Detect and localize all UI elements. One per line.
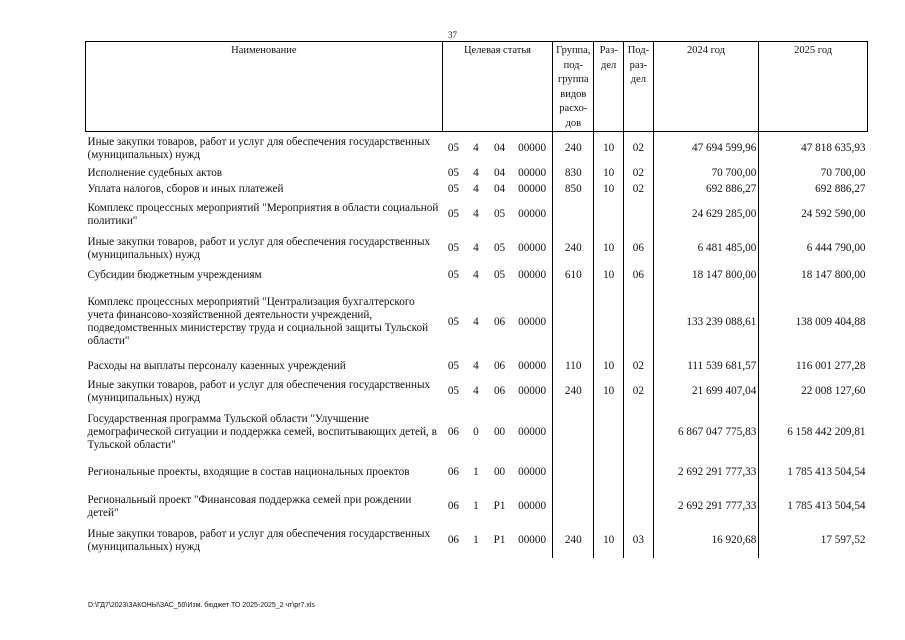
row-expense-group: 850	[553, 182, 594, 198]
row-target-direction: 00000	[518, 385, 547, 397]
row-amount-2025: 116 001 277,28	[759, 359, 868, 375]
row-target-subprogram: 4	[473, 142, 479, 155]
row-target-subprogram: 1	[473, 466, 479, 478]
row-amount-2025: 1 785 413 504,54	[759, 456, 868, 490]
row-name: Комплекс процессных мероприятий "Централизация бухгалтерского учета финансово-хозяйственной деятельности учреждений, подведомственных министерству труда и социальной защиты Тульской области"	[87, 296, 429, 347]
row-subsection	[624, 490, 654, 524]
row-target-direction: 00000	[518, 142, 547, 155]
row-target-structural-element: 04	[493, 142, 506, 155]
row-target-direction: 00000	[518, 242, 547, 254]
row-target-direction: 00000	[518, 534, 547, 546]
row-expense-group: 610	[553, 266, 594, 286]
header-year-2024: 2024 год	[653, 42, 759, 132]
row-amount-2025: 1 785 413 504,54	[759, 490, 868, 524]
row-amount-2025: 6 444 790,00	[759, 232, 868, 266]
header-section: Раз-дел	[594, 42, 624, 132]
row-amount-2025: 47 818 635,93	[759, 132, 868, 166]
row-amount-2024: 6 481 485,00	[653, 232, 759, 266]
row-expense-group: 240	[553, 232, 594, 266]
row-section: 10	[594, 359, 624, 375]
row-amount-2024: 692 886,27	[653, 182, 759, 198]
row-amount-2024: 16 920,68	[653, 524, 759, 558]
row-name: Иные закупки товаров, работ и услуг для обеспечения государственных (муниципальных) нужд	[87, 135, 431, 161]
row-amount-2025: 18 147 800,00	[759, 266, 868, 286]
row-target-subprogram: 4	[473, 385, 479, 397]
table-row	[86, 286, 868, 359]
row-target-program: 05	[447, 167, 460, 179]
row-target-subprogram: 4	[473, 315, 479, 328]
row-name: Иные закупки товаров, работ и услуг для обеспечения государственных (муниципальных) нужд	[87, 527, 431, 553]
row-expense-group	[553, 286, 594, 359]
row-target-direction: 00000	[518, 500, 547, 512]
row-subsection: 06	[624, 232, 654, 266]
row-amount-2024: 21 699 407,04	[653, 375, 759, 409]
row-name: Исполнение судебных актов	[87, 167, 223, 179]
row-section	[594, 409, 624, 456]
row-name: Уплата налогов, сборов и иных платежей	[87, 183, 284, 195]
row-amount-2025: 138 009 404,88	[759, 286, 868, 359]
row-target-direction: 00000	[518, 208, 547, 220]
table-row	[86, 166, 868, 182]
row-amount-2024: 18 147 800,00	[653, 266, 759, 286]
row-target-direction: 00000	[518, 315, 547, 328]
table-row	[86, 456, 868, 490]
row-target-structural-element: 00	[493, 425, 506, 438]
row-target-program: 05	[447, 208, 460, 220]
row-target-program: 05	[447, 360, 460, 372]
table-row	[86, 182, 868, 198]
row-subsection	[624, 409, 654, 456]
row-name: Субсидии бюджетным учреждениям	[87, 269, 262, 281]
row-section	[594, 490, 624, 524]
row-target-subprogram: 0	[473, 425, 479, 438]
row-target-program: 06	[447, 466, 460, 478]
row-target-structural-element: 05	[493, 208, 506, 220]
table-row	[86, 524, 868, 558]
row-target-program: 05	[447, 183, 460, 195]
row-target-program: 05	[447, 269, 460, 281]
row-subsection: 06	[624, 266, 654, 286]
row-section	[594, 286, 624, 359]
row-target-structural-element: 05	[493, 269, 506, 281]
table-row	[86, 375, 868, 409]
row-target-subprogram: 4	[473, 167, 479, 179]
row-target-subprogram: 4	[473, 360, 479, 372]
row-target-direction: 00000	[518, 269, 547, 281]
header-name: Наименование	[86, 42, 443, 132]
row-section: 10	[594, 132, 624, 166]
row-amount-2024: 2 692 291 777,33	[653, 490, 759, 524]
row-amount-2024: 2 692 291 777,33	[653, 456, 759, 490]
budget-table	[85, 41, 868, 558]
row-target-direction: 00000	[518, 425, 547, 438]
row-section: 10	[594, 266, 624, 286]
row-target-structural-element: P1	[493, 500, 506, 512]
table-row	[86, 359, 868, 375]
row-target-program: 05	[447, 242, 460, 254]
file-path-footer: D:\ГД7\2023\ЗАКОНЫ\ЗАС_50\Изм. бюджет ТО 2025-2025_2 чт\pr7.xls	[88, 602, 315, 609]
header-target-article: Целевая статья	[442, 42, 553, 132]
row-target-program: 05	[447, 142, 460, 155]
row-subsection: 02	[624, 166, 654, 182]
row-subsection	[624, 198, 654, 232]
row-section: 10	[594, 182, 624, 198]
page-number: 37	[448, 30, 457, 40]
table-row	[86, 198, 868, 232]
table-row	[86, 232, 868, 266]
row-target-program: 05	[447, 315, 460, 328]
table-body	[86, 132, 868, 558]
row-section: 10	[594, 375, 624, 409]
row-name: Государственная программа Тульской области "Улучшение демографической ситуации и поддержка семей, воспитывающих детей, в Тульской области"	[87, 412, 437, 451]
row-target-structural-element: 04	[493, 183, 506, 195]
row-expense-group	[553, 456, 594, 490]
row-expense-group	[553, 490, 594, 524]
row-subsection: 02	[624, 375, 654, 409]
row-amount-2024: 70 700,00	[653, 166, 759, 182]
row-name: Региональный проект "Финансовая поддержка семей при рождении детей"	[87, 493, 412, 519]
row-amount-2025: 17 597,52	[759, 524, 868, 558]
row-target-direction: 00000	[518, 183, 547, 195]
row-target-structural-element: 04	[493, 167, 506, 179]
row-target-structural-element: 06	[493, 385, 506, 397]
row-target-subprogram: 4	[473, 269, 479, 281]
row-expense-group: 830	[553, 166, 594, 182]
row-amount-2024: 24 629 285,00	[653, 198, 759, 232]
row-subsection: 02	[624, 359, 654, 375]
row-section	[594, 198, 624, 232]
row-expense-group	[553, 198, 594, 232]
table-row	[86, 490, 868, 524]
row-target-subprogram: 4	[473, 242, 479, 254]
row-name: Комплекс процессных мероприятий "Мероприятия в области социальной политики"	[87, 201, 439, 227]
row-subsection	[624, 456, 654, 490]
row-target-program: 05	[447, 385, 460, 397]
row-target-structural-element: 06	[493, 315, 506, 328]
row-amount-2024: 6 867 047 775,83	[653, 409, 759, 456]
row-amount-2024: 47 694 599,96	[653, 132, 759, 166]
row-name: Региональные проекты, входящие в состав национальных проектов	[87, 466, 410, 478]
table-row	[86, 409, 868, 456]
row-section: 10	[594, 232, 624, 266]
row-target-structural-element: 06	[493, 360, 506, 372]
row-subsection: 03	[624, 524, 654, 558]
row-amount-2024: 133 239 088,61	[653, 286, 759, 359]
row-amount-2025: 24 592 590,00	[759, 198, 868, 232]
row-target-subprogram: 4	[473, 183, 479, 195]
row-target-direction: 00000	[518, 466, 547, 478]
row-target-program: 06	[447, 425, 460, 438]
row-name: Расходы на выплаты персоналу казенных учреждений	[87, 360, 346, 372]
row-amount-2024: 111 539 681,57	[653, 359, 759, 375]
row-name: Иные закупки товаров, работ и услуг для обеспечения государственных (муниципальных) нужд	[87, 378, 431, 404]
row-amount-2025: 692 886,27	[759, 182, 868, 198]
row-target-subprogram: 1	[473, 534, 479, 546]
row-section	[594, 456, 624, 490]
row-amount-2025: 70 700,00	[759, 166, 868, 182]
header-year-2025: 2025 год	[759, 42, 868, 132]
row-expense-group: 110	[553, 359, 594, 375]
row-subsection: 02	[624, 182, 654, 198]
row-expense-group: 240	[553, 375, 594, 409]
table-header	[86, 42, 868, 132]
row-amount-2025: 22 008 127,60	[759, 375, 868, 409]
row-target-subprogram: 4	[473, 208, 479, 220]
row-expense-group: 240	[553, 132, 594, 166]
row-expense-group: 240	[553, 524, 594, 558]
table-row	[86, 266, 868, 286]
row-name: Иные закупки товаров, работ и услуг для обеспечения государственных (муниципальных) нужд	[87, 235, 431, 261]
row-subsection	[624, 286, 654, 359]
header-expense-group: Группа, под-группа видов расхо-дов	[553, 42, 594, 132]
row-target-direction: 00000	[518, 167, 547, 179]
row-target-structural-element: P1	[493, 534, 506, 546]
row-target-structural-element: 05	[493, 242, 506, 254]
row-target-program: 06	[447, 500, 460, 512]
row-section: 10	[594, 524, 624, 558]
header-subsection: Под-раз-дел	[624, 42, 654, 132]
row-section: 10	[594, 166, 624, 182]
row-amount-2025: 6 158 442 209,81	[759, 409, 868, 456]
table-row	[86, 132, 868, 166]
row-target-program: 06	[447, 534, 460, 546]
row-target-structural-element: 00	[493, 466, 506, 478]
row-expense-group	[553, 409, 594, 456]
row-target-subprogram: 1	[473, 500, 479, 512]
row-target-direction: 00000	[518, 360, 547, 372]
row-subsection: 02	[624, 132, 654, 166]
